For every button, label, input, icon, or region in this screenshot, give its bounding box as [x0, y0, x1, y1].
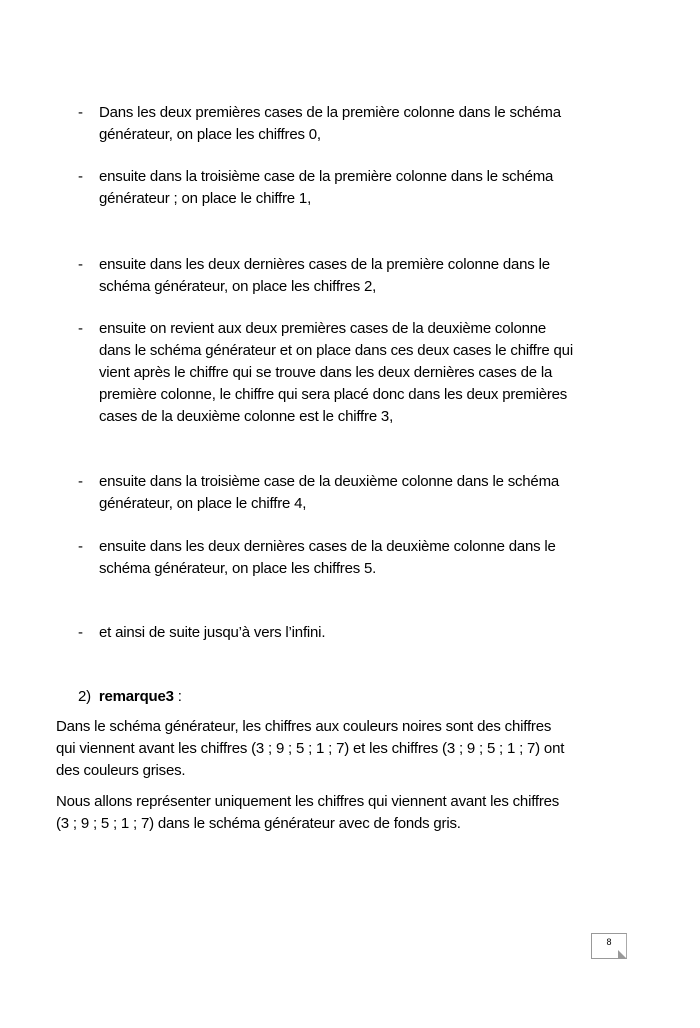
bullet-1-line-1: Dans les deux premières cases de la première colonne dans le schéma: [99, 104, 561, 121]
bullet-6-line-1: ensuite dans les deux dernières cases de la deuxième colonne dans le: [99, 538, 556, 555]
bullet-marker: -: [78, 473, 83, 490]
paragraph-2-line-1: Nous allons représenter uniquement les chiffres qui viennent avant les chiffres: [56, 793, 560, 810]
bullet-6-line-2: schéma générateur, on place les chiffres 5.: [99, 560, 377, 577]
remark-number: 2): [78, 688, 91, 705]
paragraph-1-line-2: qui viennent avant les chiffres (3 ; 9 ; 5 ; 1 ; 7) et les chiffres (3 ; 9 ; 5 ; 1 ; 7) ont: [56, 740, 565, 757]
remark-colon: :: [173, 688, 182, 705]
bullet-marker: -: [78, 320, 83, 337]
bullet-3-line-2: schéma générateur, on place les chiffres 2,: [99, 278, 377, 295]
bullet-marker: -: [78, 104, 83, 121]
bullet-marker: -: [78, 168, 83, 185]
bullet-3-line-1: ensuite dans les deux dernières cases de la première colonne dans le: [99, 256, 550, 273]
paragraph-1-line-3: des couleurs grises.: [56, 762, 186, 779]
bullet-2-line-2: générateur ; on place le chiffre 1,: [99, 190, 312, 207]
paragraph-1-line-1: Dans le schéma générateur, les chiffres aux couleurs noires sont des chiffres: [56, 718, 552, 735]
bullet-1-line-2: générateur, on place les chiffres 0,: [99, 126, 321, 143]
page-number-box: [591, 933, 627, 959]
bullet-5-line-2: générateur, on place le chiffre 4,: [99, 495, 307, 512]
bullet-4-line-3: vient après le chiffre qui se trouve dans les deux dernières cases de la: [99, 364, 553, 381]
remark-title: remarque3: [98, 688, 174, 705]
remark-heading: [78, 686, 182, 708]
bullet-7-line-1: et ainsi de suite jusqu’à vers l’infini.: [99, 624, 326, 641]
page-curl-icon: [618, 950, 627, 959]
bullet-marker: -: [78, 256, 83, 273]
bullet-marker: -: [78, 538, 83, 555]
bullet-5-line-1: ensuite dans la troisième case de la deuxième colonne dans le schéma: [99, 473, 560, 490]
page-number: 8: [606, 937, 612, 947]
paragraph-2-line-2: (3 ; 9 ; 5 ; 1 ; 7) dans le schéma générateur avec de fonds gris.: [56, 815, 461, 832]
bullet-4-line-2: dans le schéma générateur et on place dans ces deux cases le chiffre qui: [99, 342, 573, 359]
bullet-4-line-4: première colonne, le chiffre qui sera placé donc dans les deux premières: [99, 386, 568, 403]
bullet-4-line-1: ensuite on revient aux deux premières cases de la deuxième colonne: [99, 320, 547, 337]
bullet-4-line-5: cases de la deuxième colonne est le chiffre 3,: [99, 408, 394, 425]
bullet-marker: -: [78, 624, 83, 641]
bullet-2-line-1: ensuite dans la troisième case de la première colonne dans le schéma: [99, 168, 554, 185]
